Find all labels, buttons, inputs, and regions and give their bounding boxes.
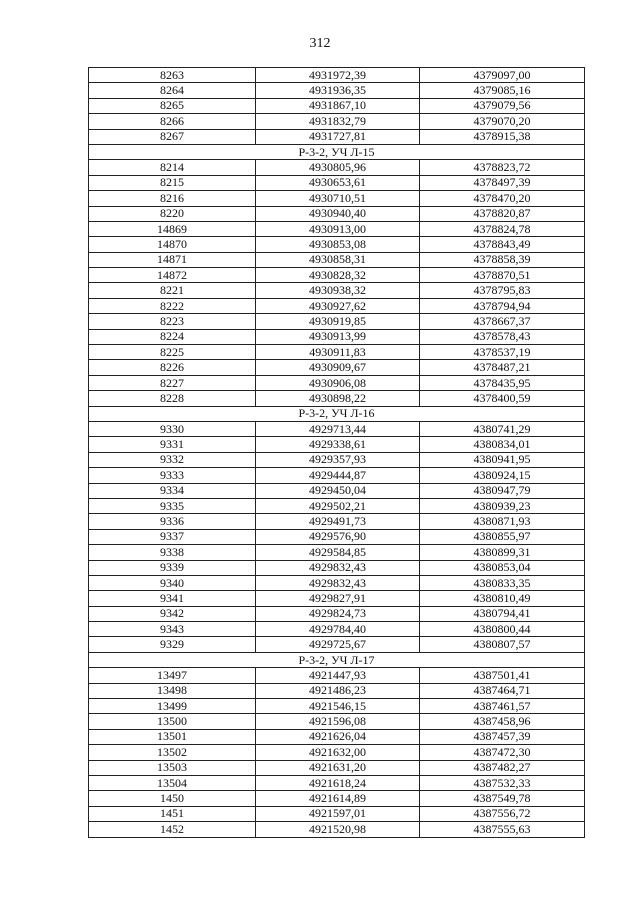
point-number-cell: 13499 <box>89 699 256 714</box>
y-coordinate-cell: 4378487,21 <box>420 360 585 375</box>
table-row <box>89 375 585 390</box>
x-coordinate-cell: 4930710,51 <box>256 191 420 206</box>
point-number-cell: 9337 <box>89 529 256 544</box>
table-row <box>89 498 585 513</box>
point-number-cell: 8266 <box>89 114 256 129</box>
y-coordinate-cell: 4380947,79 <box>420 483 585 498</box>
y-coordinate-cell: 4387472,30 <box>420 745 585 760</box>
x-coordinate-cell: 4931867,10 <box>256 98 420 113</box>
x-coordinate-cell: 4921520,98 <box>256 822 420 837</box>
x-coordinate-cell: 4930906,08 <box>256 375 420 390</box>
y-coordinate-cell: 4378870,51 <box>420 268 585 283</box>
y-coordinate-cell: 4378667,37 <box>420 314 585 329</box>
x-coordinate-cell: 4921632,00 <box>256 745 420 760</box>
table-row <box>89 822 585 837</box>
x-coordinate-cell: 4921596,08 <box>256 714 420 729</box>
x-coordinate-cell: 4931936,35 <box>256 83 420 98</box>
x-coordinate-cell: 4930858,31 <box>256 252 420 267</box>
x-coordinate-cell: 4929827,91 <box>256 591 420 606</box>
table-row <box>89 160 585 175</box>
section-label: Р-3-2, УЧ Л-17 <box>89 652 585 667</box>
point-number-cell: 13503 <box>89 760 256 775</box>
y-coordinate-cell: 4387556,72 <box>420 806 585 821</box>
table-row <box>89 529 585 544</box>
table-row <box>89 329 585 344</box>
x-coordinate-cell: 4930805,96 <box>256 160 420 175</box>
point-number-cell: 8228 <box>89 391 256 406</box>
y-coordinate-cell: 4387532,33 <box>420 775 585 790</box>
table-row <box>89 206 585 221</box>
point-number-cell: 8222 <box>89 298 256 313</box>
table-row <box>89 560 585 575</box>
table-row <box>89 575 585 590</box>
point-number-cell: 1450 <box>89 791 256 806</box>
section-label: Р-3-2, УЧ Л-15 <box>89 144 585 159</box>
point-number-cell: 8226 <box>89 360 256 375</box>
x-coordinate-cell: 4929824,73 <box>256 606 420 621</box>
x-coordinate-cell: 4930919,85 <box>256 314 420 329</box>
point-number-cell: 8223 <box>89 314 256 329</box>
table-row <box>89 791 585 806</box>
y-coordinate-cell: 4378400,59 <box>420 391 585 406</box>
table-row <box>89 129 585 144</box>
x-coordinate-cell: 4931727,81 <box>256 129 420 144</box>
point-number-cell: 14869 <box>89 221 256 236</box>
x-coordinate-cell: 4929832,43 <box>256 575 420 590</box>
table-row <box>89 806 585 821</box>
point-number-cell: 9340 <box>89 575 256 590</box>
point-number-cell: 9341 <box>89 591 256 606</box>
x-coordinate-cell: 4930653,61 <box>256 175 420 190</box>
y-coordinate-cell: 4378824,78 <box>420 221 585 236</box>
coordinates-table <box>88 67 585 838</box>
table-row <box>89 221 585 236</box>
x-coordinate-cell: 4930853,08 <box>256 237 420 252</box>
point-number-cell: 8215 <box>89 175 256 190</box>
table-row <box>89 98 585 113</box>
y-coordinate-cell: 4387461,57 <box>420 699 585 714</box>
table-row <box>89 283 585 298</box>
table-row <box>89 175 585 190</box>
x-coordinate-cell: 4929784,40 <box>256 622 420 637</box>
y-coordinate-cell: 4380853,04 <box>420 560 585 575</box>
section-header-row <box>89 406 585 421</box>
y-coordinate-cell: 4380741,29 <box>420 421 585 436</box>
y-coordinate-cell: 4387501,41 <box>420 668 585 683</box>
point-number-cell: 9339 <box>89 560 256 575</box>
point-number-cell: 13504 <box>89 775 256 790</box>
x-coordinate-cell: 4931832,79 <box>256 114 420 129</box>
table-row <box>89 314 585 329</box>
x-coordinate-cell: 4930940,40 <box>256 206 420 221</box>
y-coordinate-cell: 4378843,49 <box>420 237 585 252</box>
point-number-cell: 8265 <box>89 98 256 113</box>
point-number-cell: 8263 <box>89 68 256 83</box>
section-header-row <box>89 144 585 159</box>
x-coordinate-cell: 4921631,20 <box>256 760 420 775</box>
y-coordinate-cell: 4380807,57 <box>420 637 585 652</box>
point-number-cell: 13497 <box>89 668 256 683</box>
section-header-row <box>89 652 585 667</box>
y-coordinate-cell: 4378537,19 <box>420 345 585 360</box>
point-number-cell: 14870 <box>89 237 256 252</box>
point-number-cell: 13500 <box>89 714 256 729</box>
section-label: Р-3-2, УЧ Л-16 <box>89 406 585 421</box>
y-coordinate-cell: 4379079,56 <box>420 98 585 113</box>
y-coordinate-cell: 4378794,94 <box>420 298 585 313</box>
table-row <box>89 298 585 313</box>
table-row <box>89 391 585 406</box>
point-number-cell: 9336 <box>89 514 256 529</box>
x-coordinate-cell: 4929713,44 <box>256 421 420 436</box>
x-coordinate-cell: 4921486,23 <box>256 683 420 698</box>
point-number-cell: 9329 <box>89 637 256 652</box>
y-coordinate-cell: 4380939,23 <box>420 498 585 513</box>
point-number-cell: 1451 <box>89 806 256 821</box>
y-coordinate-cell: 4379097,00 <box>420 68 585 83</box>
x-coordinate-cell: 4921546,15 <box>256 699 420 714</box>
y-coordinate-cell: 4380899,31 <box>420 545 585 560</box>
y-coordinate-cell: 4379070,20 <box>420 114 585 129</box>
y-coordinate-cell: 4378823,72 <box>420 160 585 175</box>
table-row <box>89 437 585 452</box>
point-number-cell: 14872 <box>89 268 256 283</box>
x-coordinate-cell: 4931972,39 <box>256 68 420 83</box>
y-coordinate-cell: 4378915,38 <box>420 129 585 144</box>
y-coordinate-cell: 4380941,95 <box>420 452 585 467</box>
table-row <box>89 68 585 83</box>
x-coordinate-cell: 4930909,67 <box>256 360 420 375</box>
x-coordinate-cell: 4930938,32 <box>256 283 420 298</box>
point-number-cell: 9334 <box>89 483 256 498</box>
table-row <box>89 668 585 683</box>
point-number-cell: 9333 <box>89 468 256 483</box>
point-number-cell: 14871 <box>89 252 256 267</box>
table-row <box>89 191 585 206</box>
x-coordinate-cell: 4921447,93 <box>256 668 420 683</box>
point-number-cell: 13498 <box>89 683 256 698</box>
x-coordinate-cell: 4930828,32 <box>256 268 420 283</box>
x-coordinate-cell: 4929584,85 <box>256 545 420 560</box>
y-coordinate-cell: 4380855,97 <box>420 529 585 544</box>
table-row <box>89 268 585 283</box>
x-coordinate-cell: 4929832,43 <box>256 560 420 575</box>
table-row <box>89 745 585 760</box>
y-coordinate-cell: 4387549,78 <box>420 791 585 806</box>
point-number-cell: 8221 <box>89 283 256 298</box>
y-coordinate-cell: 4380834,01 <box>420 437 585 452</box>
y-coordinate-cell: 4380810,49 <box>420 591 585 606</box>
table-row <box>89 452 585 467</box>
x-coordinate-cell: 4929338,61 <box>256 437 420 452</box>
table-row <box>89 683 585 698</box>
table-row <box>89 83 585 98</box>
coordinates-table-body <box>89 68 585 838</box>
y-coordinate-cell: 4380871,93 <box>420 514 585 529</box>
x-coordinate-cell: 4929450,04 <box>256 483 420 498</box>
table-row <box>89 114 585 129</box>
point-number-cell: 9338 <box>89 545 256 560</box>
point-number-cell: 8214 <box>89 160 256 175</box>
table-row <box>89 360 585 375</box>
x-coordinate-cell: 4921626,04 <box>256 729 420 744</box>
point-number-cell: 9331 <box>89 437 256 452</box>
page-number: 312 <box>309 36 331 51</box>
table-row <box>89 483 585 498</box>
y-coordinate-cell: 4387482,27 <box>420 760 585 775</box>
y-coordinate-cell: 4380924,15 <box>420 468 585 483</box>
x-coordinate-cell: 4930913,00 <box>256 221 420 236</box>
y-coordinate-cell: 4387457,39 <box>420 729 585 744</box>
y-coordinate-cell: 4379085,16 <box>420 83 585 98</box>
point-number-cell: 13501 <box>89 729 256 744</box>
y-coordinate-cell: 4378435,95 <box>420 375 585 390</box>
table-row <box>89 622 585 637</box>
point-number-cell: 13502 <box>89 745 256 760</box>
table-row <box>89 699 585 714</box>
x-coordinate-cell: 4929444,87 <box>256 468 420 483</box>
x-coordinate-cell: 4930898,22 <box>256 391 420 406</box>
table-row <box>89 729 585 744</box>
y-coordinate-cell: 4380794,41 <box>420 606 585 621</box>
table-row <box>89 421 585 436</box>
table-row <box>89 514 585 529</box>
point-number-cell: 8227 <box>89 375 256 390</box>
point-number-cell: 8264 <box>89 83 256 98</box>
x-coordinate-cell: 4929576,90 <box>256 529 420 544</box>
point-number-cell: 8220 <box>89 206 256 221</box>
table-row <box>89 637 585 652</box>
point-number-cell: 9343 <box>89 622 256 637</box>
table-row <box>89 760 585 775</box>
table-row <box>89 468 585 483</box>
y-coordinate-cell: 4387555,63 <box>420 822 585 837</box>
table-row <box>89 237 585 252</box>
y-coordinate-cell: 4380800,44 <box>420 622 585 637</box>
point-number-cell: 8224 <box>89 329 256 344</box>
point-number-cell: 9332 <box>89 452 256 467</box>
table-row <box>89 606 585 621</box>
table-row <box>89 591 585 606</box>
y-coordinate-cell: 4378820,87 <box>420 206 585 221</box>
y-coordinate-cell: 4378578,43 <box>420 329 585 344</box>
x-coordinate-cell: 4930927,62 <box>256 298 420 313</box>
y-coordinate-cell: 4387464,71 <box>420 683 585 698</box>
point-number-cell: 9330 <box>89 421 256 436</box>
point-number-cell: 8225 <box>89 345 256 360</box>
table-row <box>89 345 585 360</box>
x-coordinate-cell: 4929357,93 <box>256 452 420 467</box>
y-coordinate-cell: 4380833,35 <box>420 575 585 590</box>
table-row <box>89 714 585 729</box>
x-coordinate-cell: 4921618,24 <box>256 775 420 790</box>
point-number-cell: 8267 <box>89 129 256 144</box>
x-coordinate-cell: 4921614,89 <box>256 791 420 806</box>
point-number-cell: 1452 <box>89 822 256 837</box>
y-coordinate-cell: 4378470,20 <box>420 191 585 206</box>
table-row <box>89 252 585 267</box>
y-coordinate-cell: 4387458,96 <box>420 714 585 729</box>
x-coordinate-cell: 4930913,99 <box>256 329 420 344</box>
y-coordinate-cell: 4378497,39 <box>420 175 585 190</box>
point-number-cell: 9335 <box>89 498 256 513</box>
x-coordinate-cell: 4929491,73 <box>256 514 420 529</box>
x-coordinate-cell: 4929502,21 <box>256 498 420 513</box>
x-coordinate-cell: 4930911,83 <box>256 345 420 360</box>
point-number-cell: 8216 <box>89 191 256 206</box>
x-coordinate-cell: 4929725,67 <box>256 637 420 652</box>
point-number-cell: 9342 <box>89 606 256 621</box>
table-row <box>89 545 585 560</box>
y-coordinate-cell: 4378858,39 <box>420 252 585 267</box>
y-coordinate-cell: 4378795,83 <box>420 283 585 298</box>
x-coordinate-cell: 4921597,01 <box>256 806 420 821</box>
table-row <box>89 775 585 790</box>
